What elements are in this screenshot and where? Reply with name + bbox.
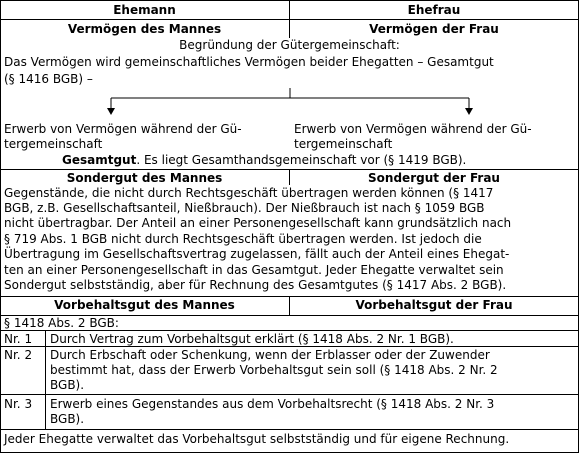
rule-nr3 — [0, 394, 579, 395]
sondergut-line: Sondergut selbstständig, aber für Rechnung des Gesamtgutes (§ 1417 Abs. 2 BGB). — [4, 278, 507, 292]
sondergut-line: nicht übertragbar. Der Anteil an einer Personengesellschaft kann grundsätzlich nach — [4, 216, 512, 230]
nr-label: Nr. 1 — [4, 332, 33, 346]
arrow-left-head — [107, 108, 115, 115]
nr-text: Durch Erbschaft oder Schenkung, wenn der Erblasser oder der Zuwender — [50, 348, 490, 362]
nr-text: bestimmt hat, dass der Erwerb Vorbehaltsgut sein soll (§ 1418 Abs. 2 Nr. 2 — [50, 363, 498, 377]
nr-text: BGB). — [50, 378, 85, 392]
begruendung-title: Begründung der Gütergemeinschaft: — [179, 38, 400, 52]
vermoegen-mann: Vermögen des Mannes — [67, 22, 222, 36]
erwerb-left-line1: Erwerb von Vermögen während der Gü- — [4, 122, 242, 136]
vermoegen-frau: Vermögen der Frau — [369, 22, 499, 36]
gesamtgut-text — [62, 153, 466, 168]
gesamtgut-label: Gesamtgut — [62, 153, 137, 167]
header-ehemann: Ehemann — [113, 3, 176, 17]
sondergut-frau: Sondergut der Frau — [368, 171, 500, 185]
divider-nr-column — [45, 330, 46, 429]
erwerb-left-line2: tergemeinschaft — [4, 137, 103, 151]
begruendung-line2: (§ 1416 BGB) – — [4, 72, 93, 86]
sondergut-line: § 719 Abs. 1 BGB nicht durch Rechtsgeschäft übertragen werden. Ist jedoch die — [4, 232, 482, 246]
vorbehaltsgut-frau: Vorbehaltsgut der Frau — [355, 298, 513, 312]
sondergut-mann: Sondergut des Mannes — [66, 171, 223, 185]
nr-label: Nr. 2 — [4, 348, 33, 362]
nr-label: Nr. 3 — [4, 397, 33, 411]
flow-arrows — [0, 0, 579, 130]
sondergut-line: Übertragung im Gesellschaftsvertrag zugelassen, fällt auch der Anteil eines Ehegat- — [4, 247, 510, 261]
sondergut-line: ten an einer Personengesellschaft in das Gesamtgut. Jeder Ehegatte verwaltet sein — [4, 263, 504, 277]
nr-text: Erwerb eines Gegenstandes aus dem Vorbehaltsrecht (§ 1418 Abs. 2 Nr. 3 — [50, 397, 495, 411]
nr-text: BGB). — [50, 412, 85, 426]
gesamtgut-rest: . Es liegt Gesamthandsgemeinschaft vor (§ 1419 BGB). — [136, 153, 467, 167]
vorbehaltsgut-intro: § 1418 Abs. 2 BGB: — [4, 316, 119, 330]
vorbehaltsgut-footer: Jeder Ehegatte verwaltet das Vorbehaltsgut selbstständig und für eigene Rechnung. — [4, 432, 510, 446]
header-ehefrau: Ehefrau — [407, 3, 461, 17]
nr-text: Durch Vertrag zum Vorbehaltsgut erklärt (§ 1418 Abs. 2 Nr. 1 BGB). — [50, 332, 454, 346]
vorbehaltsgut-mann: Vorbehaltsgut des Mannes — [54, 298, 235, 312]
begruendung-line1: Das Vermögen wird gemeinschaftliches Vermögen beider Ehegatten – Gesamtgut — [4, 55, 494, 69]
erwerb-right-line1: Erwerb von Vermögen während der Gü- — [294, 122, 532, 136]
rule-footer — [0, 429, 579, 430]
arrow-right-head — [465, 108, 473, 115]
sondergut-line: BGB, z.B. Gesellschaftsanteil, Nießbrauch). Der Nießbrauch ist nach § 1059 BGB — [4, 201, 485, 215]
sondergut-line: Gegenstände, die nicht durch Rechtsgeschäft übertragen werden können (§ 1417 — [4, 186, 494, 200]
erwerb-right-line2: tergemeinschaft — [294, 137, 393, 151]
